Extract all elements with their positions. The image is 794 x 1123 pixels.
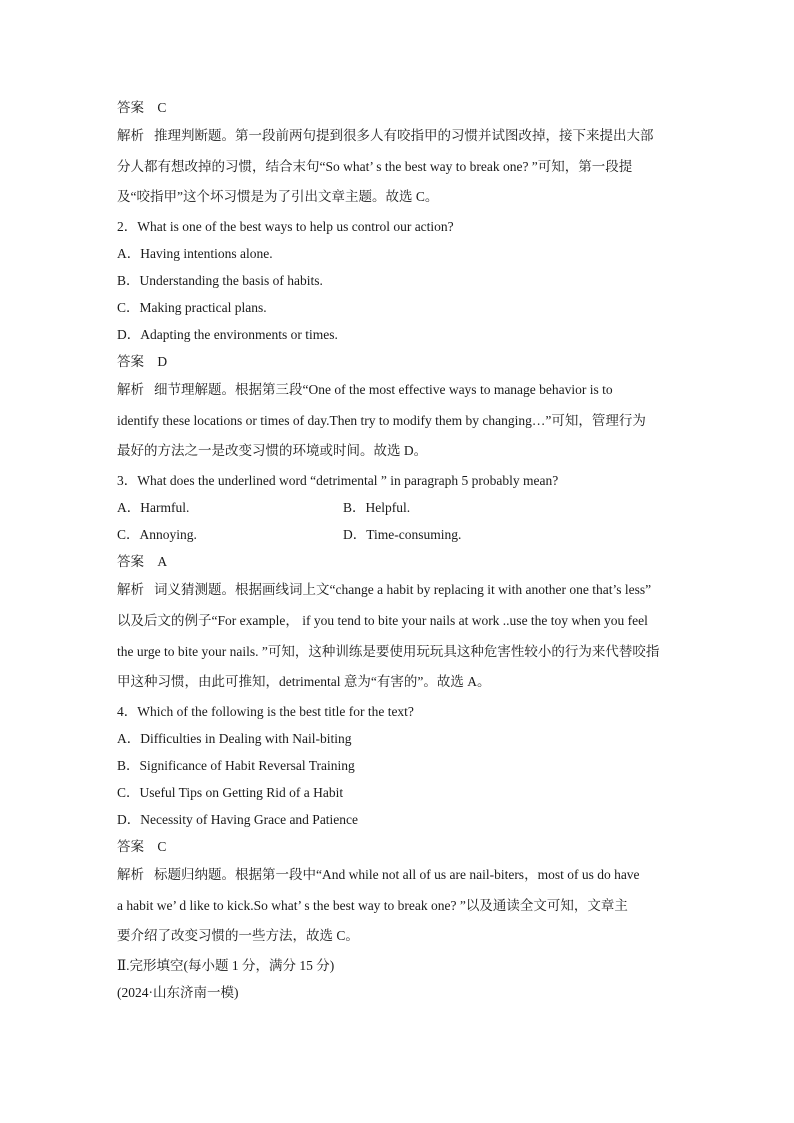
answer-value: C bbox=[157, 838, 167, 854]
q3-analysis-line bbox=[117, 575, 682, 606]
q3-option-c: C．Annoying. bbox=[117, 527, 197, 543]
q2-question: 2．What is one of the best ways to help us control our action? bbox=[117, 219, 454, 235]
q1-analysis-line bbox=[117, 121, 682, 152]
analysis-text: 推理判断题。第一段前两句提到很多人有咬指甲的习惯并试图改掉，接下来提出大部 bbox=[154, 128, 654, 143]
q3-answer bbox=[117, 548, 682, 575]
answer-label: 答案 bbox=[117, 554, 144, 570]
analysis-label: 解析 bbox=[117, 128, 144, 143]
q3-analysis-line: the urge to bite your nails. ”可知，这种训练是要使用玩玩具这种危害性较小的行为来代替咬指 bbox=[117, 643, 660, 659]
document-page bbox=[117, 94, 682, 1006]
analysis-text: 细节理解题。根据第三段“One of the most effective ways to manage behavior is to bbox=[154, 382, 613, 398]
q3-option-a: A．Harmful. bbox=[117, 500, 190, 516]
answer-label: 答案 bbox=[117, 838, 144, 854]
section-source: (2024·山东济南一模) bbox=[117, 984, 239, 1000]
q2-answer bbox=[117, 348, 682, 375]
q4-analysis-line bbox=[117, 860, 682, 891]
q1-analysis-line: 分人都有想改掉的习惯，结合末句“So what’ s the best way to break one? ”可知，第一段提 bbox=[117, 158, 633, 174]
analysis-label: 解析 bbox=[117, 382, 144, 398]
analysis-text: 标题归纳题。根据第一段中“And while not all of us are nail-biters，most of us do have bbox=[154, 866, 640, 882]
q4-analysis-line: 要介绍了改变习惯的一些方法，故选 C。 bbox=[117, 928, 359, 944]
q1-answer bbox=[117, 94, 682, 121]
q4-answer bbox=[117, 833, 682, 860]
answer-value: C bbox=[157, 100, 167, 115]
analysis-label: 解析 bbox=[117, 866, 144, 882]
q4-question: 4．Which of the following is the best title for the text? bbox=[117, 703, 414, 719]
q2-analysis-line: 最好的方法之一是改变习惯的环境或时间。故选 D。 bbox=[117, 443, 428, 459]
q4-option-a: A．Difficulties in Dealing with Nail-biting bbox=[117, 730, 352, 746]
q4-analysis-line: a habit we’ d like to kick.So what’ s the best way to break one? ”以及通读全文可知，文章主 bbox=[117, 897, 628, 913]
analysis-text: 词义猜测题。根据画线词上文“change a habit by replacing it with another one that’s less” bbox=[154, 582, 652, 598]
q2-analysis-line bbox=[117, 375, 682, 406]
q3-question: 3．What does the underlined word “detrimental ” in paragraph 5 probably mean? bbox=[117, 473, 559, 489]
q2-option-b: B．Understanding the basis of habits. bbox=[117, 273, 323, 289]
q1-analysis-line: 及“咬指甲”这个坏习惯是为了引出文章主题。故选 C。 bbox=[117, 189, 439, 205]
q2-option-a: A．Having intentions alone. bbox=[117, 246, 273, 262]
q2-option-c: C．Making practical plans. bbox=[117, 300, 267, 316]
section-title: Ⅱ.完形填空(每小题 1 分，满分 15 分) bbox=[117, 957, 335, 973]
answer-value: D bbox=[157, 354, 168, 370]
answer-label: 答案 bbox=[117, 354, 144, 370]
answer-value: A bbox=[157, 554, 168, 570]
answer-label: 答案 bbox=[117, 100, 144, 115]
q2-option-d: D．Adapting the environments or times. bbox=[117, 327, 338, 343]
q3-option-b: B．Helpful. bbox=[343, 500, 411, 516]
q2-analysis-line: identify these locations or times of day.Then try to modify them by changing…”可知，管理行为 bbox=[117, 412, 646, 428]
q3-options-row bbox=[117, 521, 682, 548]
q4-option-b: B．Significance of Habit Reversal Training bbox=[117, 757, 355, 773]
q3-option-d: D．Time-consuming. bbox=[343, 527, 462, 543]
analysis-label: 解析 bbox=[117, 582, 144, 598]
q3-options-row bbox=[117, 494, 682, 521]
q4-option-d: D．Necessity of Having Grace and Patience bbox=[117, 811, 359, 827]
q3-analysis-line: 甲这种习惯，由此可推知，detrimental 意为“有害的”。故选 A。 bbox=[117, 674, 491, 690]
q3-analysis-line: 以及后文的例子“For example， if you tend to bite your nails at work ..use the toy when you feel bbox=[117, 612, 648, 628]
q4-option-c: C．Useful Tips on Getting Rid of a Habit bbox=[117, 784, 344, 800]
